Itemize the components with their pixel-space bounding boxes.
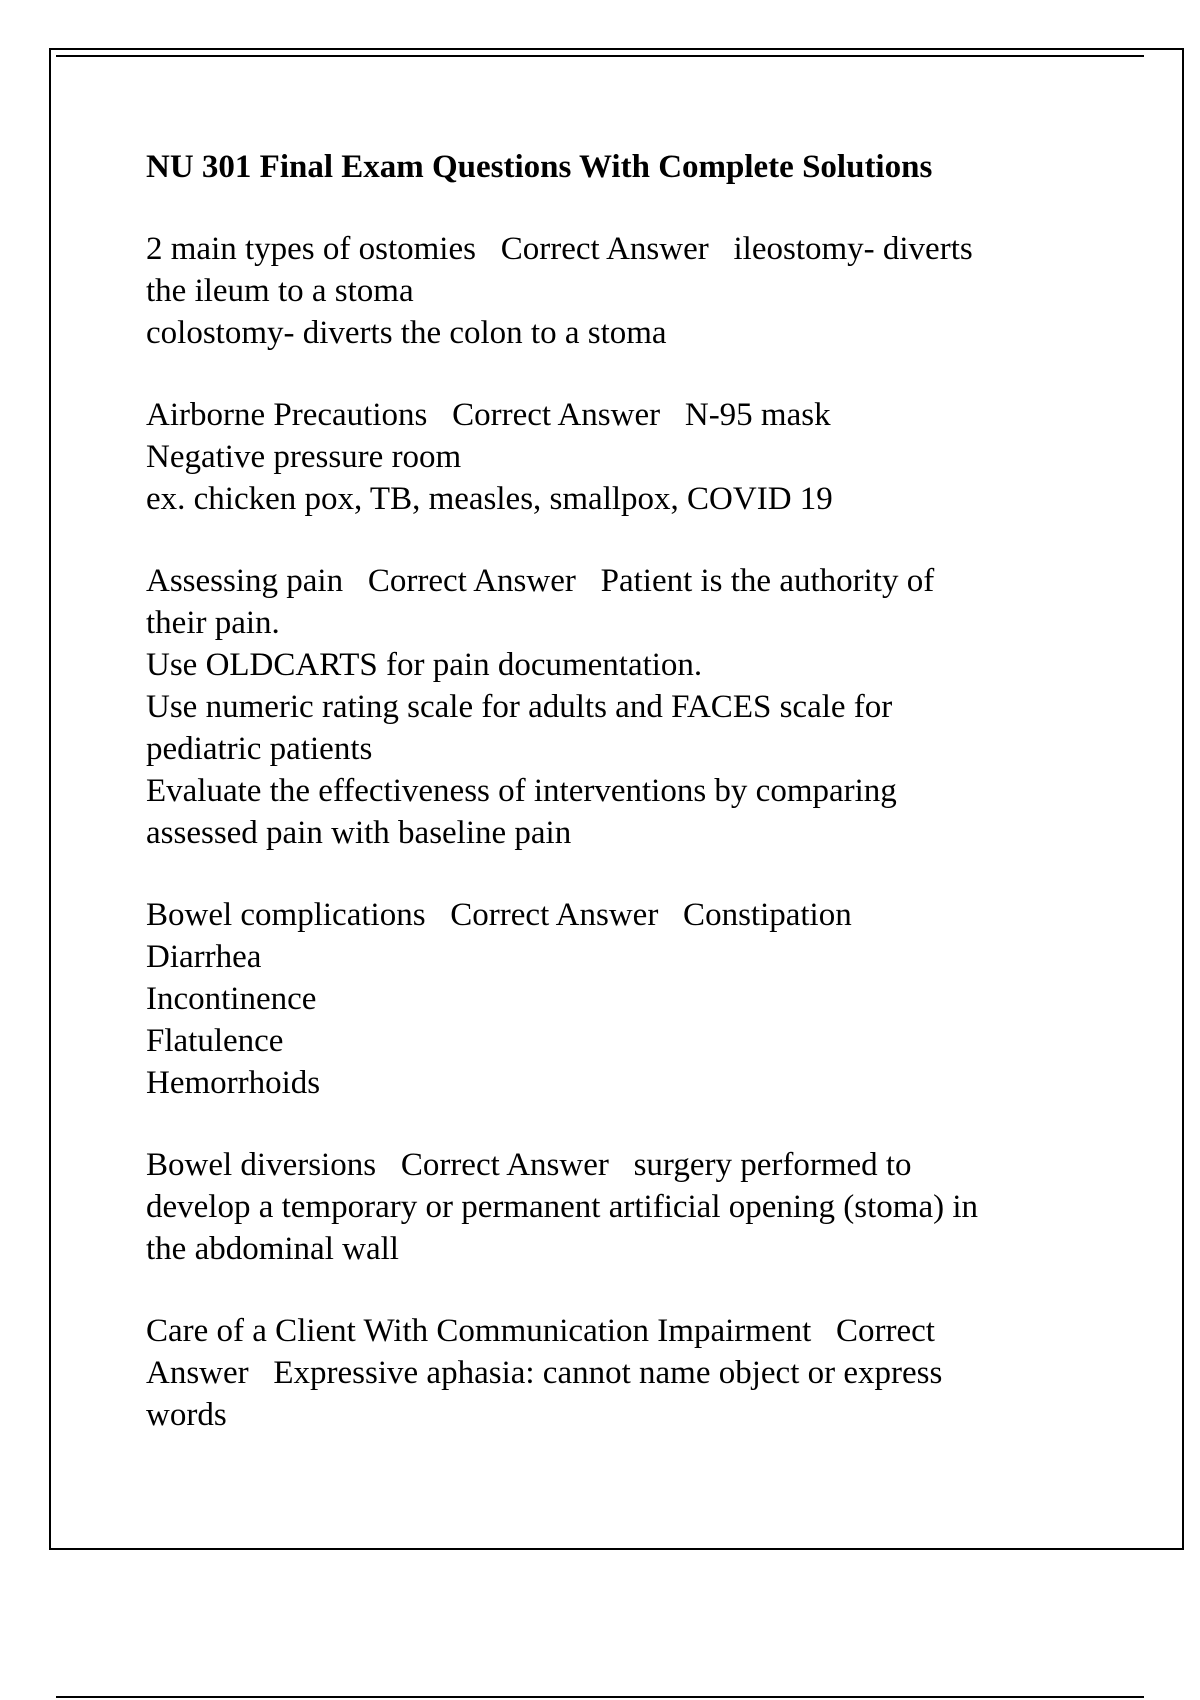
qa-answer-line: Incontinence [146, 981, 317, 1017]
qa-answer-line: Negative pressure room [146, 439, 462, 475]
qa-entry [146, 894, 1076, 1104]
qa-answer-line: assessed pain with baseline pain [146, 815, 572, 851]
qa-answer-line: their pain. [146, 605, 280, 641]
qa-question-line: 2 main types of ostomies Correct Answer ileostomy- diverts [146, 231, 973, 267]
qa-answer-line: Diarrhea [146, 939, 262, 975]
qa-answer-line: Use OLDCARTS for pain documentation. [146, 647, 703, 683]
qa-question-line: Bowel diversions Correct Answer surgery performed to [146, 1147, 912, 1183]
qa-answer-line: Use numeric rating scale for adults and FACES scale for [146, 689, 893, 725]
qa-answer-line: colostomy- diverts the colon to a stoma [146, 315, 667, 351]
qa-entry [146, 560, 1076, 854]
qa-entry [146, 1310, 1076, 1436]
qa-answer-line: Hemorrhoids [146, 1065, 321, 1101]
qa-answer-line: ex. chicken pox, TB, measles, smallpox, COVID 19 [146, 481, 833, 517]
qa-answer-line: Answer Expressive aphasia: cannot name object or express [146, 1355, 943, 1391]
qa-question-line: Bowel complications Correct Answer Constipation [146, 897, 852, 933]
qa-answer-line: pediatric patients [146, 731, 373, 767]
qa-answer-line: the ileum to a stoma [146, 273, 414, 309]
qa-question-line: Care of a Client With Communication Impairment Correct [146, 1313, 935, 1349]
qa-entry [146, 1144, 1076, 1270]
qa-entry [146, 394, 1076, 520]
qa-answer-line: Evaluate the effectiveness of interventions by comparing [146, 773, 897, 809]
qa-question-line: Assessing pain Correct Answer Patient is the authority of [146, 563, 935, 599]
qa-entry [146, 228, 1076, 354]
document-title: NU 301 Final Exam Questions With Complete Solutions [146, 149, 933, 185]
qa-answer-line: Flatulence [146, 1023, 284, 1059]
footer-rule [56, 1696, 1144, 1698]
qa-list [146, 228, 1076, 1436]
header-rule [56, 55, 1144, 57]
document-body [146, 146, 1076, 1476]
qa-question-line: Airborne Precautions Correct Answer N-95 mask [146, 397, 831, 433]
qa-answer-line: the abdominal wall [146, 1231, 399, 1267]
qa-answer-line: words [146, 1397, 227, 1433]
qa-answer-line: develop a temporary or permanent artificial opening (stoma) in [146, 1189, 979, 1225]
